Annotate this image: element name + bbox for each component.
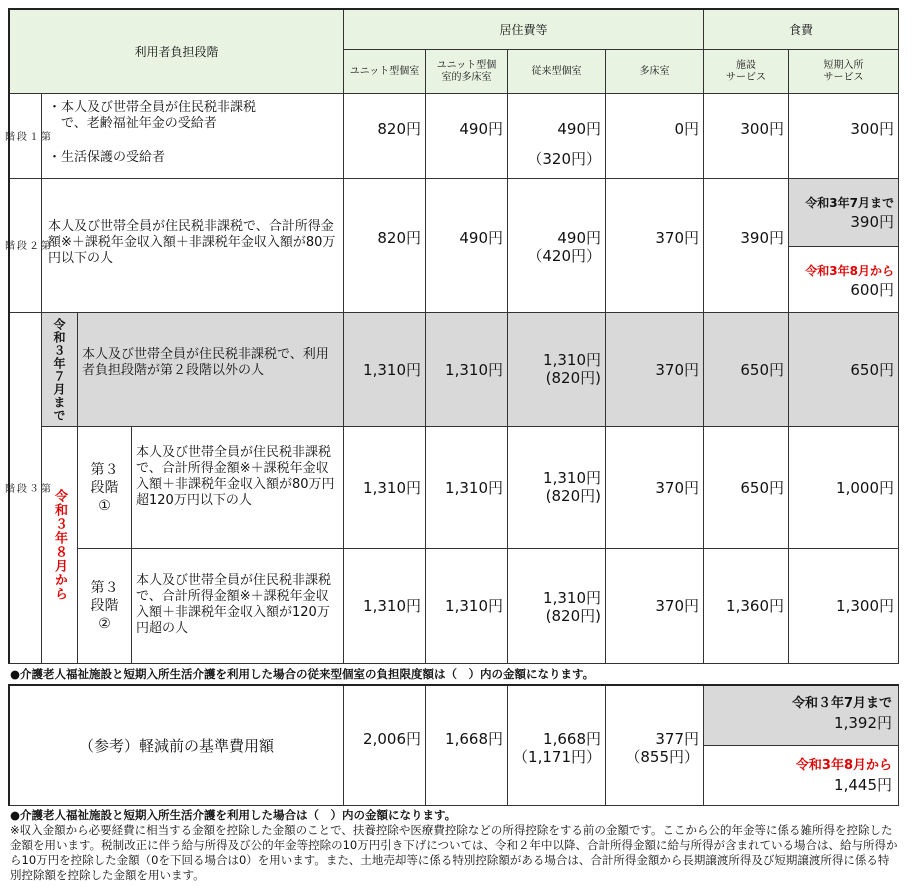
header-col-conv: 従来型個室 — [508, 50, 606, 94]
stage3-sub2-label: 第３ 段階 ② — [78, 549, 132, 664]
stage3-before-unit-multi: 1,310円 — [426, 313, 508, 427]
reference-conv — [508, 686, 606, 806]
stage1-label: 第 １ 段 階 — [10, 94, 42, 179]
stage3-sub2-conv-sub: (820円) — [545, 607, 601, 625]
stage1-conv — [508, 94, 606, 179]
stage3-sub1-conv-value: 1,310円 — [543, 469, 601, 487]
stage2-unit-multi: 490円 — [426, 179, 508, 313]
stage2-short-before — [789, 179, 899, 247]
stage3-label: 第 ３ 段 階 — [10, 313, 42, 664]
reference-unit: 2,006円 — [344, 686, 426, 806]
header-stage: 利用者負担段階 — [10, 10, 344, 94]
reference-food-after-value: 1,445円 — [834, 776, 892, 794]
stage3-sub1-label: 第３ 段階 ① — [78, 427, 132, 549]
stage1-unit-multi: 490円 — [426, 94, 508, 179]
footnote: ※収入金額から必要経費に相当する金額を控除した金額のことで、扶養控除や医療費控除などの所得控除をする前の金額です。ここから公的年金等に係る雑所得を控除した金額を用います。税制改正に伴う給与所得及び公的年金等控除の10万円引き下げについては、令和２年中以降、合計所得金額に給与所得が含まれている場合は、給与所得から10万円を控除した金額（0を下回る場合は0）を用います。また、土地売却等に係る特別控除額がある場合は、合計所得金額から長期譲渡所得及び短期譲渡所得に係る特別控除額を控除した金額を用います。 — [10, 823, 898, 882]
stage3-before-desc: 本人及び世帯全員が住民税非課税で、利用者負担段階が第２段階以外の人 — [78, 313, 344, 427]
stage2-multi: 370円 — [606, 179, 704, 313]
reference-unit-multi: 1,668円 — [426, 686, 508, 806]
stage1-multi: 0円 — [606, 94, 704, 179]
stage3-sub1-facility: 650円 — [704, 427, 789, 549]
stage2-short-after-value: 600円 — [850, 281, 894, 299]
header-col-facility: 施設 サービス — [704, 50, 789, 94]
stage3-sub2-conv — [508, 549, 606, 664]
stage3-before-facility: 650円 — [704, 313, 789, 427]
stage3-sub1-conv-sub: (820円) — [545, 487, 601, 505]
reference-label: （参考）軽減前の基準費用額 — [10, 686, 344, 806]
stage2-desc: 本人及び世帯全員が住民税非課税で、合計所得金額※＋課税年金収入額＋非課税年金収入額が80万円以下の人 — [42, 179, 344, 313]
stage2-conv-value: 490円 — [557, 229, 601, 247]
note-reference: ●介護老人福祉施設と短期入所生活介護を利用した場合は（ ）内の金額になります。 — [10, 808, 457, 822]
note-conventional-room: ●介護老人福祉施設と短期入所生活介護を利用した場合の従来型個室の負担限度額は（ ）内の金額になります。 — [10, 667, 595, 681]
stage3-sub2-facility: 1,360円 — [704, 549, 789, 664]
stage1-facility: 300円 — [704, 94, 789, 179]
stage3-sub1-unit: 1,310円 — [344, 427, 426, 549]
header-col-unit: ユニット型個室 — [344, 50, 426, 94]
stage2-label: 第 ２ 段 階 — [10, 179, 42, 313]
stage1-unit: 820円 — [344, 94, 426, 179]
stage1-desc-line2: ・生活保護の受給者 — [48, 150, 166, 165]
stage3-sub1-multi: 370円 — [606, 427, 704, 549]
stage2-facility: 390円 — [704, 179, 789, 313]
stage2-short-after-label: 令和3年8月から — [805, 264, 894, 278]
stage1-conv-value: 490円 — [557, 120, 601, 138]
stage3-before-conv-sub: (820円) — [545, 369, 601, 387]
stage1-short: 300円 — [789, 94, 899, 179]
stage3-sub2-conv-value: 1,310円 — [543, 589, 601, 607]
reference-food-before — [704, 686, 899, 746]
reference-multi-sub: （855円） — [625, 748, 699, 766]
stage3-before-short: 650円 — [789, 313, 899, 427]
stage3-before-multi: 370円 — [606, 313, 704, 427]
reference-multi — [606, 686, 704, 806]
stage3-sub2-unit-multi: 1,310円 — [426, 549, 508, 664]
main-table — [2, 8, 899, 664]
reference-food-after — [704, 746, 899, 806]
header-col-short: 短期入所 サービス — [789, 50, 899, 94]
header-food: 食費 — [704, 10, 899, 50]
stage3-before-unit: 1,310円 — [344, 313, 426, 427]
reference-multi-value: 377円 — [655, 730, 699, 748]
stage3-before-conv — [508, 313, 606, 427]
reference-table — [8, 684, 899, 806]
stage3-sub2-desc: 本人及び世帯全員が住民税非課税で、合計所得金額※＋課税年金収入額＋非課税年金収入額が120万円超の人 — [132, 549, 344, 664]
stage3-before-conv-value: 1,310円 — [543, 351, 601, 369]
stage2-unit: 820円 — [344, 179, 426, 313]
stage3-sub1-short: 1,000円 — [789, 427, 899, 549]
stage2-short-before-value: 390円 — [850, 213, 894, 231]
reference-conv-sub: （1,171円） — [513, 748, 601, 766]
header-col-unit-multi: ユニット型個 室的多床室 — [426, 50, 508, 94]
stage2-short-before-label: 令和3年7月まで — [805, 196, 894, 210]
stage3-sub1-desc: 本人及び世帯全員が住民税非課税で、合計所得金額※＋課税年金収入額＋非課税年金収入額が80万円超120万円以下の人 — [132, 427, 344, 549]
stage3-sub2-unit: 1,310円 — [344, 549, 426, 664]
reference-conv-value: 1,668円 — [543, 730, 601, 748]
stage2-conv — [508, 179, 606, 313]
stage3-sub2-multi: 370円 — [606, 549, 704, 664]
stage3-before-period: 令和３年７月まで — [42, 313, 78, 427]
stage3-after-period: 令和３年８月から — [42, 427, 78, 664]
header-col-multi: 多床室 — [606, 50, 704, 94]
stage2-conv-sub: （420円） — [527, 247, 601, 265]
stage3-sub2-short: 1,300円 — [789, 549, 899, 664]
stage3-sub1-conv — [508, 427, 606, 549]
stage2-short-after — [789, 247, 899, 313]
reference-food-before-value: 1,392円 — [834, 714, 892, 732]
stage3-sub1-unit-multi: 1,310円 — [426, 427, 508, 549]
stage1-desc-line1: ・本人及び世帯全員が住民税非課税 で、老齢福祉年金の受給者 — [48, 100, 257, 131]
reference-food-before-label: 令和３年7月まで — [791, 696, 892, 711]
stage1-conv-sub: （320円） — [527, 150, 601, 168]
reference-food-after-label: 令和3年8月から — [795, 758, 892, 773]
header-residence: 居住費等 — [344, 10, 704, 50]
stage1-desc — [42, 94, 344, 179]
